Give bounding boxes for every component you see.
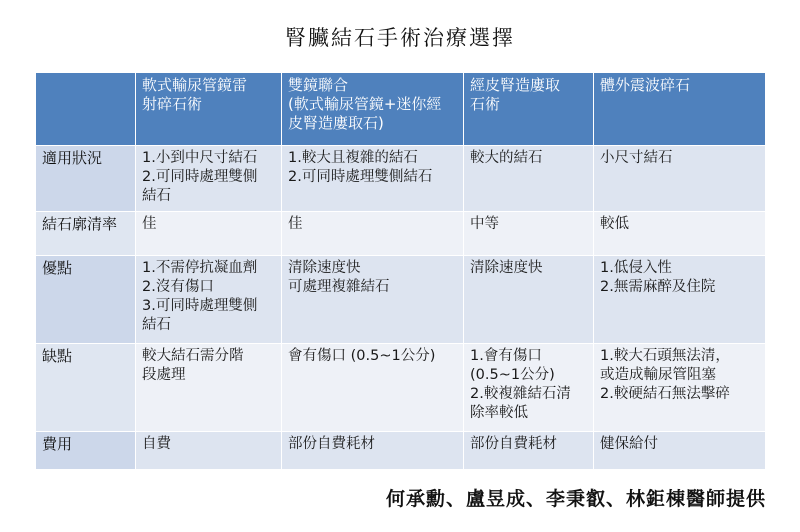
- table-cell: [136, 212, 282, 256]
- table-cell: [282, 212, 464, 256]
- table-cell: [594, 256, 766, 344]
- table-cell: [594, 344, 766, 432]
- cell-line: 結石: [142, 188, 171, 204]
- column-header-line: 射碎石術: [142, 95, 203, 113]
- column-header-line: 皮腎造廔取石): [288, 114, 384, 132]
- table-cell: [594, 212, 766, 256]
- column-header-line: (軟式輸尿管鏡+迷你經: [288, 95, 442, 113]
- table-cell: [136, 432, 282, 470]
- cell-line: 清除速度快: [288, 260, 361, 276]
- column-header-eswl: [594, 73, 766, 146]
- cell-line: 段處理: [142, 367, 186, 383]
- table-cell: [282, 146, 464, 212]
- column-header-pcnl: [464, 73, 594, 146]
- column-header-flexible-ureteroscopy: [136, 73, 282, 146]
- cell-line: 較大的結石: [470, 150, 543, 166]
- table-row-indications: [36, 146, 766, 212]
- row-header: 結石廓清率: [36, 212, 136, 256]
- table-cell: [464, 212, 594, 256]
- column-header-line: 體外震波碎石: [600, 76, 691, 94]
- cell-line: 除率較低: [470, 405, 528, 421]
- header-row: [36, 73, 766, 146]
- cell-line: 3.可同時處理雙側: [142, 298, 258, 314]
- table-cell: [136, 344, 282, 432]
- table-cell: [594, 146, 766, 212]
- header-corner-cell: [36, 73, 136, 146]
- column-header-combined-endoscopy: [282, 73, 464, 146]
- cell-line: 1.小到中尺寸結石: [142, 150, 258, 166]
- cell-line: 佳: [288, 216, 303, 232]
- row-header: 優點: [36, 256, 136, 344]
- table-cell: [464, 256, 594, 344]
- cell-line: 2.無需麻醉及住院: [600, 279, 716, 295]
- cell-line: 可處理複雜結石: [288, 279, 390, 295]
- cell-line: 1.會有傷口: [470, 348, 542, 364]
- cell-line: 較低: [600, 216, 629, 232]
- table-cell: [282, 256, 464, 344]
- table-cell: [136, 256, 282, 344]
- table-cell: [464, 344, 594, 432]
- treatment-comparison-table: [35, 72, 766, 470]
- cell-line: 1.不需停抗凝血劑: [142, 260, 258, 276]
- cell-line: 小尺寸結石: [600, 150, 673, 166]
- table-row-advantages: [36, 256, 766, 344]
- credit-line: 何承勳、盧昱成、李秉叡、林鉅棟醫師提供: [385, 488, 766, 510]
- cell-line: 會有傷口 (0.5~1公分): [288, 348, 436, 364]
- cell-line: 結石: [142, 317, 171, 333]
- cell-line: 部份自費耗材: [470, 436, 557, 452]
- cell-line: 佳: [142, 216, 157, 232]
- cell-line: 或造成輸尿管阻塞: [600, 367, 716, 383]
- table-cell: [464, 432, 594, 470]
- row-header: 費用: [36, 432, 136, 470]
- cell-line: 部份自費耗材: [288, 436, 375, 452]
- cell-line: 2.較複雜結石清: [470, 386, 571, 402]
- cell-line: 2.沒有傷口: [142, 279, 214, 295]
- row-header: 缺點: [36, 344, 136, 432]
- row-header: 適用狀況: [36, 146, 136, 212]
- table-cell: [464, 146, 594, 212]
- table-cell: [282, 432, 464, 470]
- cell-line: 1.較大石頭無法清，: [600, 348, 730, 364]
- table-row-disadvantages: [36, 344, 766, 432]
- cell-line: 2.可同時處理雙側: [142, 169, 258, 185]
- cell-line: 自費: [142, 436, 171, 452]
- table-row-cost: [36, 432, 766, 470]
- page-title: 腎臟結石手術治療選擇: [285, 26, 515, 50]
- cell-line: 健保給付: [600, 436, 658, 452]
- cell-line: 1.低侵入性: [600, 260, 672, 276]
- cell-line: (0.5~1公分): [470, 367, 555, 383]
- table-cell: [282, 344, 464, 432]
- table-cell: [594, 432, 766, 470]
- cell-line: 2.較硬結石無法擊碎: [600, 386, 730, 402]
- cell-line: 清除速度快: [470, 260, 543, 276]
- column-header-line: 軟式輸尿管鏡雷: [142, 76, 248, 94]
- column-header-line: 雙鏡聯合: [288, 76, 349, 94]
- column-header-line: 石術: [470, 95, 501, 113]
- cell-line: 1.較大且複雜的結石: [288, 150, 418, 166]
- cell-line: 2.可同時處理雙側結石: [288, 169, 433, 185]
- cell-line: 較大結石需分階: [142, 348, 244, 364]
- cell-line: 中等: [470, 216, 499, 232]
- column-header-line: 經皮腎造廔取: [470, 76, 561, 94]
- table-row-stone-free-rate: [36, 212, 766, 256]
- table-cell: [136, 146, 282, 212]
